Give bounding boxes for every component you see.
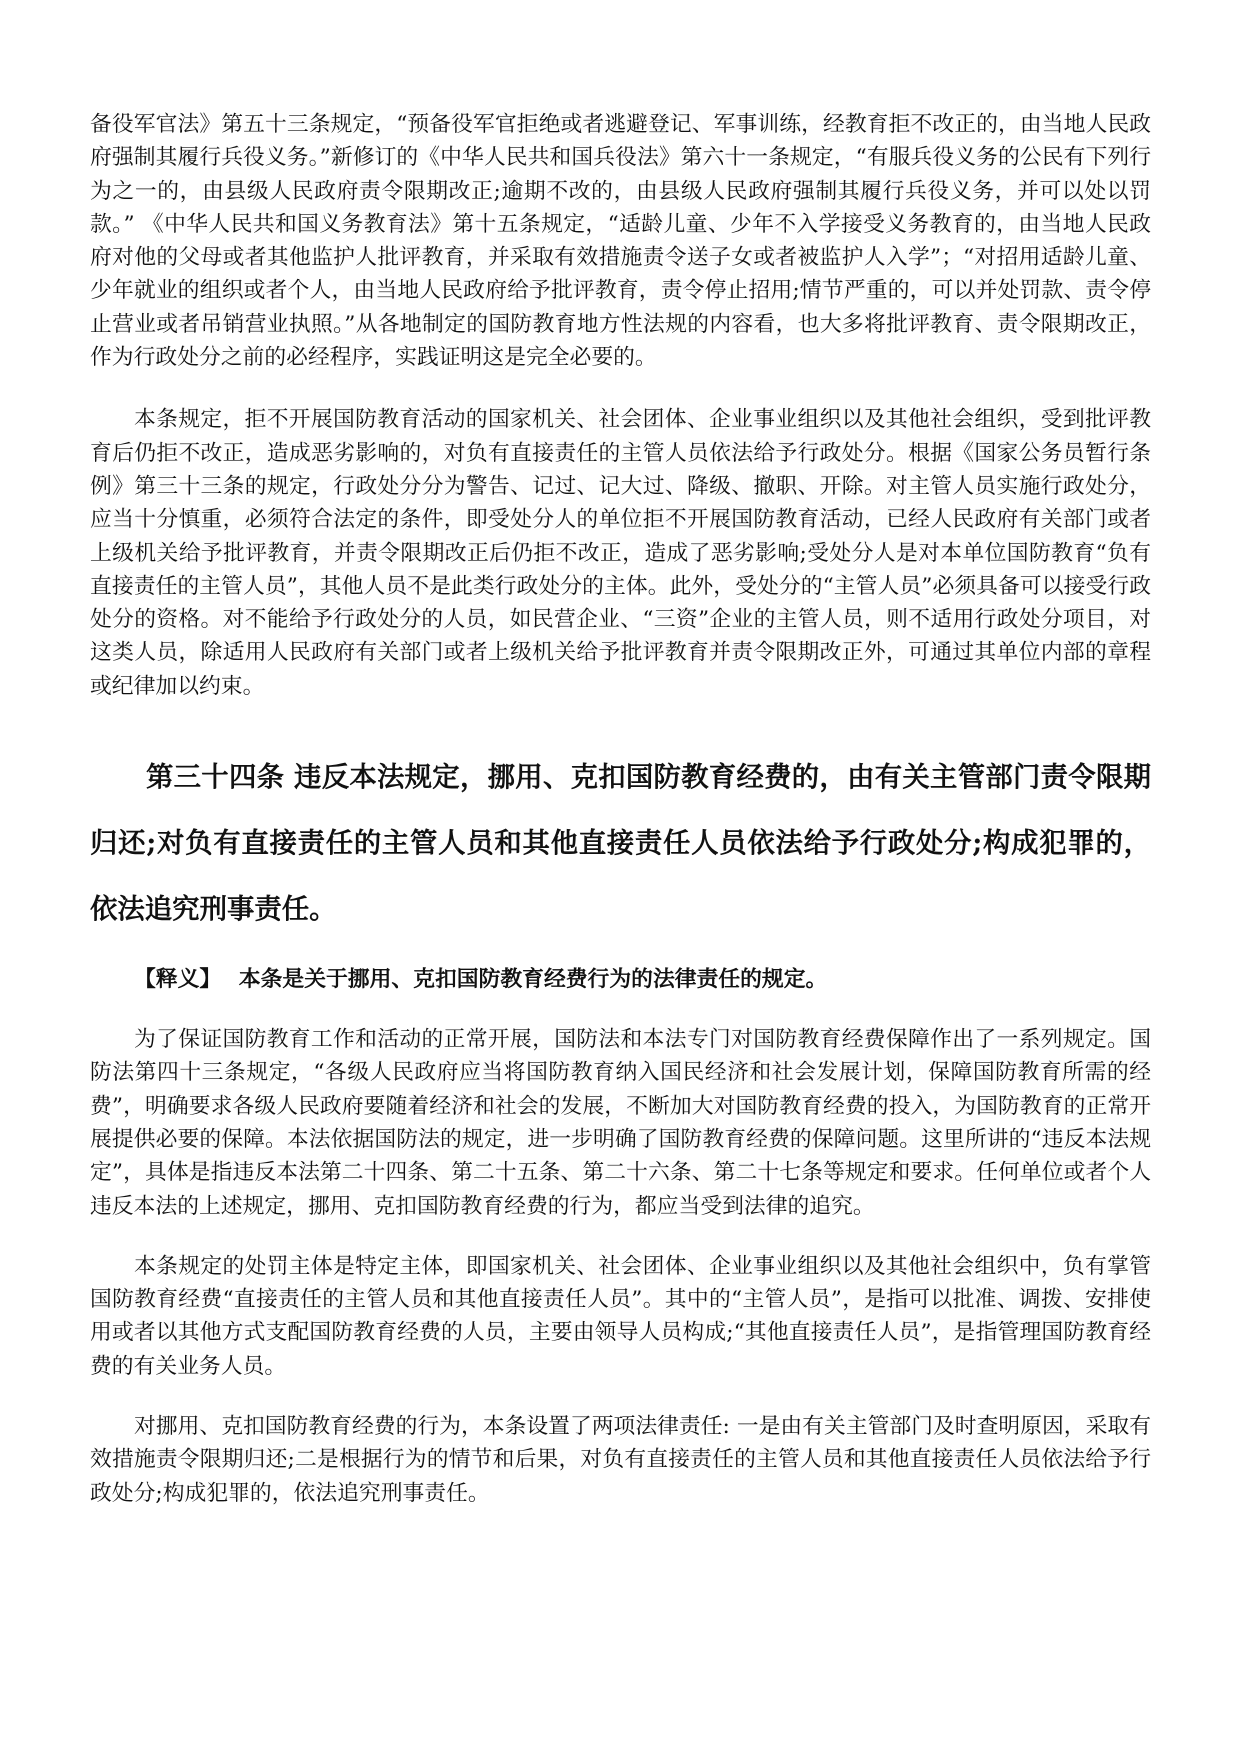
paragraph-continued: 备役军官法》第五十三条规定，“预备役军官拒绝或者逃避登记、军事训练，经教育拒不改正的，由当地人民政府强制其履行兵役义务。”新修订的《中华人民共和国兵役法》第六十一条规定，“有服兵役义务的公民有下列行为之一的，由县级人民政府责令限期改正;逾期不改的，由县级人民政府强制其履行兵役义务，并可以处以罚款。” 《中华人民共和国义务教育法》第十五条规定，“适龄儿童、少年不入学接受义务教育的，由当地人民政府对他的父母或者其他监护人批评教育，并采取有效措施责令送子女或者被监护人入学”；“对招用适龄儿童、少年就业的组织或者个人，由当地人民政府给予批评教育，责令停止招用;情节严重的，可以并处罚款、责令停止营业或者吊销营业执照。”从各地制定的国防教育地方性法规的内容看，也大多将批评教育、责令限期改正，作为行政处分之前的必经程序，实践证明这是完全必要的。 [90, 112, 1151, 371]
interpretation-line [90, 963, 1151, 996]
paragraph-funding-guarantee: 为了保证国防教育工作和活动的正常开展，国防法和本法专门对国防教育经费保障作出了一系列规定。国防法第四十三条规定，“各级人民政府应当将国防教育纳入国民经济和社会发展计划，保障国防教育所需的经费”，明确要求各级人民政府要随着经济和社会的发展，不断加大对国防教育经费的投入，为国防教育的正常开展提供必要的保障。本法依据国防法的规定，进一步明确了国防教育经费的保障问题。这里所讲的“违反本法规定”，具体是指违反本法第二十四条、第二十五条、第二十六条、第二十七条等规定和要求。任何单位或者个人违反本法的上述规定，挪用、克扣国防教育经费的行为，都应当受到法律的追究。 [90, 1027, 1151, 1219]
paragraph-administrative-sanction: 本条规定，拒不开展国防教育活动的国家机关、社会团体、企业事业组织以及其他社会组织，受到批评教育后仍拒不改正，造成恶劣影响的，对负有直接责任的主管人员依法给予行政处分。根据《国家公务员暂行条例》第三十三条的规定，行政处分分为警告、记过、记大过、降级、撤职、开除。对主管人员实施行政处分，应当十分慎重，必须符合法定的条件，即受处分人的单位拒不开展国防教育活动，已经人民政府有关部门或者上级机关给予批评教育，并责令限期改正后仍拒不改正，造成了恶劣影响;受处分人是对本单位国防教育“负有直接责任的主管人员”，其他人员不是此类行政处分的主体。此外，受处分的“主管人员”必须具备可以接受行政处分的资格。对不能给予行政处分的人员，如民营企业、“三资”企业的主管人员，则不适用行政处分项目，对这类人员，除适用人民政府有关部门或者上级机关给予批评教育并责令限期改正外，可通过其单位内部的章程或纪律加以约束。 [90, 407, 1151, 699]
article-34-heading: 第三十四条 违反本法规定，挪用、克扣国防教育经费的，由有关主管部门责令限期归还;对负有直接责任的主管人员和其他直接责任人员依法给予行政处分;构成犯罪的，依法追究刑事责任。 [90, 761, 1151, 926]
interpretation-text: 本条是关于挪用、克扣国防教育经费行为的法律责任的规定。 [238, 967, 828, 993]
interpretation-label: 【释义】 [134, 967, 222, 993]
document-page [90, 108, 1151, 1510]
paragraph-responsible-persons: 本条规定的处罚主体是特定主体，即国家机关、社会团体、企业事业组织以及其他社会组织中，负有掌管国防教育经费“直接责任的主管人员和其他直接责任人员”。其中的“主管人员”，是指可以批准、调拨、安排使用或者以其他方式支配国防教育经费的人员，主要由领导人员构成;“其他直接责任人员”，是指管理国防教育经费的有关业务人员。 [90, 1253, 1151, 1379]
paragraph-legal-liability: 对挪用、克扣国防教育经费的行为，本条设置了两项法律责任: 一是由有关主管部门及时查明原因，采取有效措施责令限期归还;二是根据行为的情节和后果，对负有直接责任的主管人员和其他直接责任人员依法给予行政处分;构成犯罪的，依法追究刑事责任。 [90, 1414, 1151, 1506]
